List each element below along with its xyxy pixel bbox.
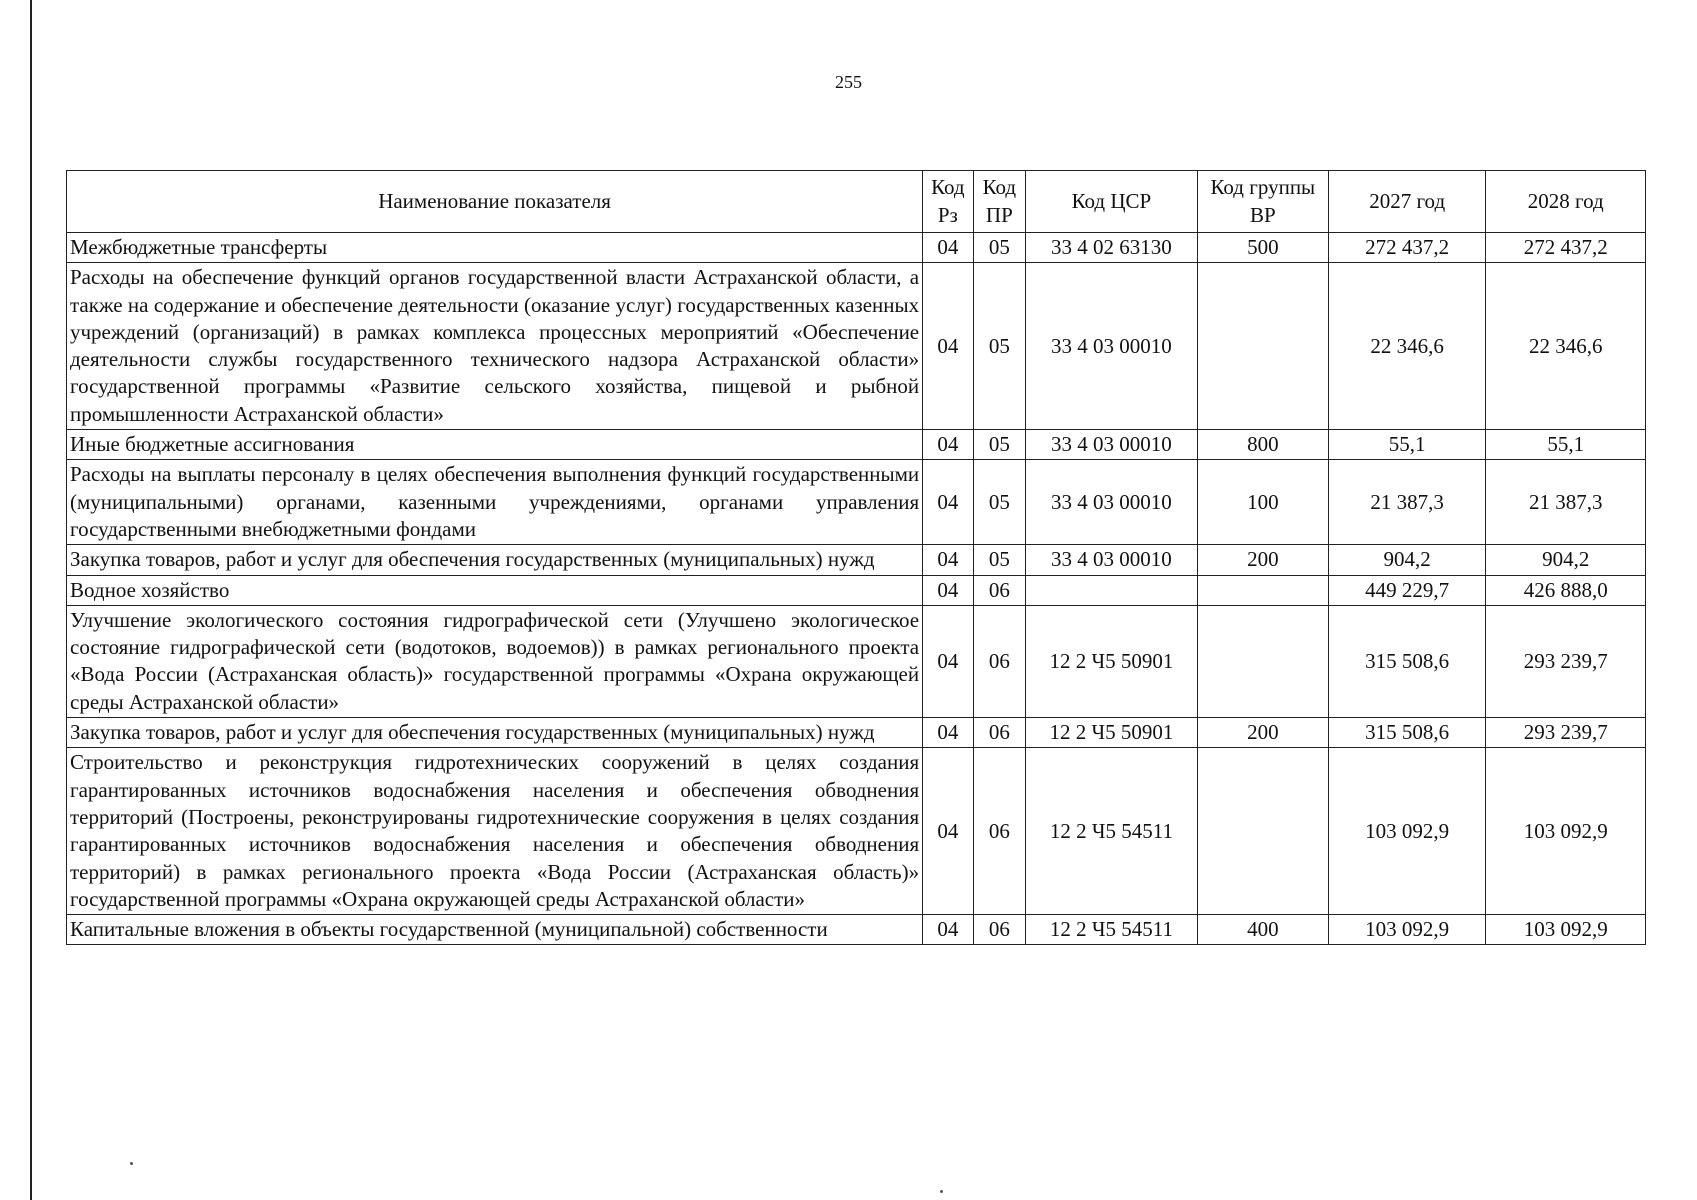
row-name: Расходы на выплаты персоналу в целях обеспечения выполнения функций государственными (муниципальными) органами, казенными учреждениями, органами управления государственными внебюджетными фондами bbox=[67, 460, 923, 545]
table-row bbox=[67, 545, 1646, 575]
budget-table bbox=[66, 170, 1646, 945]
row-2027: 22 346,6 bbox=[1328, 263, 1485, 430]
row-pr: 05 bbox=[973, 430, 1025, 460]
row-vr: 500 bbox=[1197, 233, 1328, 263]
row-2027: 55,1 bbox=[1328, 430, 1485, 460]
row-rz: 04 bbox=[923, 460, 973, 545]
row-name: Закупка товаров, работ и услуг для обеспечения государственных (муниципальных) нужд bbox=[67, 718, 923, 748]
row-2027: 103 092,9 bbox=[1328, 915, 1485, 945]
header-vr: Код группы ВР bbox=[1197, 171, 1328, 233]
row-rz: 04 bbox=[923, 233, 973, 263]
table-row bbox=[67, 605, 1646, 717]
header-rz: Код Рз bbox=[923, 171, 973, 233]
row-pr: 06 bbox=[973, 748, 1025, 915]
header-2027: 2027 год bbox=[1328, 171, 1485, 233]
row-vr bbox=[1197, 575, 1328, 605]
row-rz: 04 bbox=[923, 915, 973, 945]
row-name: Межбюджетные трансферты bbox=[67, 233, 923, 263]
row-pr: 05 bbox=[973, 545, 1025, 575]
row-2027: 272 437,2 bbox=[1328, 233, 1485, 263]
row-vr bbox=[1197, 605, 1328, 717]
row-name: Иные бюджетные ассигнования bbox=[67, 430, 923, 460]
row-vr bbox=[1197, 263, 1328, 430]
table-header bbox=[67, 171, 1646, 233]
header-pr: Код ПР bbox=[973, 171, 1025, 233]
table-row bbox=[67, 233, 1646, 263]
row-pr: 05 bbox=[973, 460, 1025, 545]
table-row bbox=[67, 430, 1646, 460]
row-2027: 449 229,7 bbox=[1328, 575, 1485, 605]
header-csr: Код ЦСР bbox=[1026, 171, 1198, 233]
row-2028: 426 888,0 bbox=[1486, 575, 1646, 605]
row-csr: 12 2 Ч5 50901 bbox=[1026, 605, 1198, 717]
page-margin-line bbox=[30, 0, 32, 1200]
row-pr: 05 bbox=[973, 263, 1025, 430]
table-row bbox=[67, 263, 1646, 430]
row-csr: 33 4 03 00010 bbox=[1026, 545, 1198, 575]
row-csr: 12 2 Ч5 54511 bbox=[1026, 915, 1198, 945]
row-rz: 04 bbox=[923, 545, 973, 575]
row-pr: 06 bbox=[973, 575, 1025, 605]
table-row bbox=[67, 460, 1646, 545]
row-name: Улучшение экологического состояния гидрографической сети (Улучшено экологическое состояние гидрографической сети (водотоков, водоемов)) в рамках регионального проекта «Вода России (Астраханская область)» государственной программы «Охрана окружающей среды Астраханской области» bbox=[67, 605, 923, 717]
row-csr: 12 2 Ч5 54511 bbox=[1026, 748, 1198, 915]
table-row bbox=[67, 575, 1646, 605]
row-2028: 272 437,2 bbox=[1486, 233, 1646, 263]
row-name: Расходы на обеспечение функций органов государственной власти Астраханской области, а также на содержание и обеспечение деятельности (оказание услуг) государственных казенных учреждений (организаций) в рамках комплекса процессных мероприятий «Обеспечение деятельности службы государственного технического надзора Астраханской области» государственной программы «Развитие сельского хозяйства, пищевой и рыбной промышленности Астраханской области» bbox=[67, 263, 923, 430]
row-rz: 04 bbox=[923, 718, 973, 748]
row-2027: 904,2 bbox=[1328, 545, 1485, 575]
row-rz: 04 bbox=[923, 263, 973, 430]
row-2028: 103 092,9 bbox=[1486, 915, 1646, 945]
row-csr: 33 4 03 00010 bbox=[1026, 430, 1198, 460]
row-csr bbox=[1026, 575, 1198, 605]
row-csr: 12 2 Ч5 50901 bbox=[1026, 718, 1198, 748]
row-rz: 04 bbox=[923, 748, 973, 915]
row-vr: 100 bbox=[1197, 460, 1328, 545]
row-name: Капитальные вложения в объекты государственной (муниципальной) собственности bbox=[67, 915, 923, 945]
row-csr: 33 4 03 00010 bbox=[1026, 460, 1198, 545]
table-row bbox=[67, 718, 1646, 748]
row-pr: 05 bbox=[973, 233, 1025, 263]
table-row bbox=[67, 748, 1646, 915]
header-row bbox=[67, 171, 1646, 233]
row-vr: 400 bbox=[1197, 915, 1328, 945]
scan-speck bbox=[130, 1162, 133, 1165]
row-pr: 06 bbox=[973, 718, 1025, 748]
row-vr: 200 bbox=[1197, 545, 1328, 575]
row-2028: 21 387,3 bbox=[1486, 460, 1646, 545]
row-csr: 33 4 02 63130 bbox=[1026, 233, 1198, 263]
row-name: Водное хозяйство bbox=[67, 575, 923, 605]
row-2027: 315 508,6 bbox=[1328, 718, 1485, 748]
row-pr: 06 bbox=[973, 915, 1025, 945]
row-2028: 103 092,9 bbox=[1486, 748, 1646, 915]
scan-speck bbox=[940, 1190, 943, 1193]
row-rz: 04 bbox=[923, 575, 973, 605]
row-csr: 33 4 03 00010 bbox=[1026, 263, 1198, 430]
row-2027: 315 508,6 bbox=[1328, 605, 1485, 717]
row-rz: 04 bbox=[923, 605, 973, 717]
table-row bbox=[67, 915, 1646, 945]
row-2028: 904,2 bbox=[1486, 545, 1646, 575]
row-vr bbox=[1197, 748, 1328, 915]
row-pr: 06 bbox=[973, 605, 1025, 717]
header-name: Наименование показателя bbox=[67, 171, 923, 233]
row-2028: 55,1 bbox=[1486, 430, 1646, 460]
row-name: Закупка товаров, работ и услуг для обеспечения государственных (муниципальных) нужд bbox=[67, 545, 923, 575]
row-name: Строительство и реконструкция гидротехнических сооружений в целях создания гарантированных источников водоснабжения населения и обеспечения обводнения территорий (Построены, реконструированы гидротехнические сооружения в целях создания гарантированных источников водоснабжения населения и обеспечения обводнения территорий) в рамках регионального проекта «Вода России (Астраханская область)» государственной программы «Охрана окружающей среды Астраханской области» bbox=[67, 748, 923, 915]
row-2028: 293 239,7 bbox=[1486, 605, 1646, 717]
table-body bbox=[67, 233, 1646, 945]
row-rz: 04 bbox=[923, 430, 973, 460]
row-vr: 200 bbox=[1197, 718, 1328, 748]
header-2028: 2028 год bbox=[1486, 171, 1646, 233]
row-vr: 800 bbox=[1197, 430, 1328, 460]
row-2028: 293 239,7 bbox=[1486, 718, 1646, 748]
page-number: 255 bbox=[835, 72, 862, 92]
row-2027: 21 387,3 bbox=[1328, 460, 1485, 545]
row-2027: 103 092,9 bbox=[1328, 748, 1485, 915]
row-2028: 22 346,6 bbox=[1486, 263, 1646, 430]
